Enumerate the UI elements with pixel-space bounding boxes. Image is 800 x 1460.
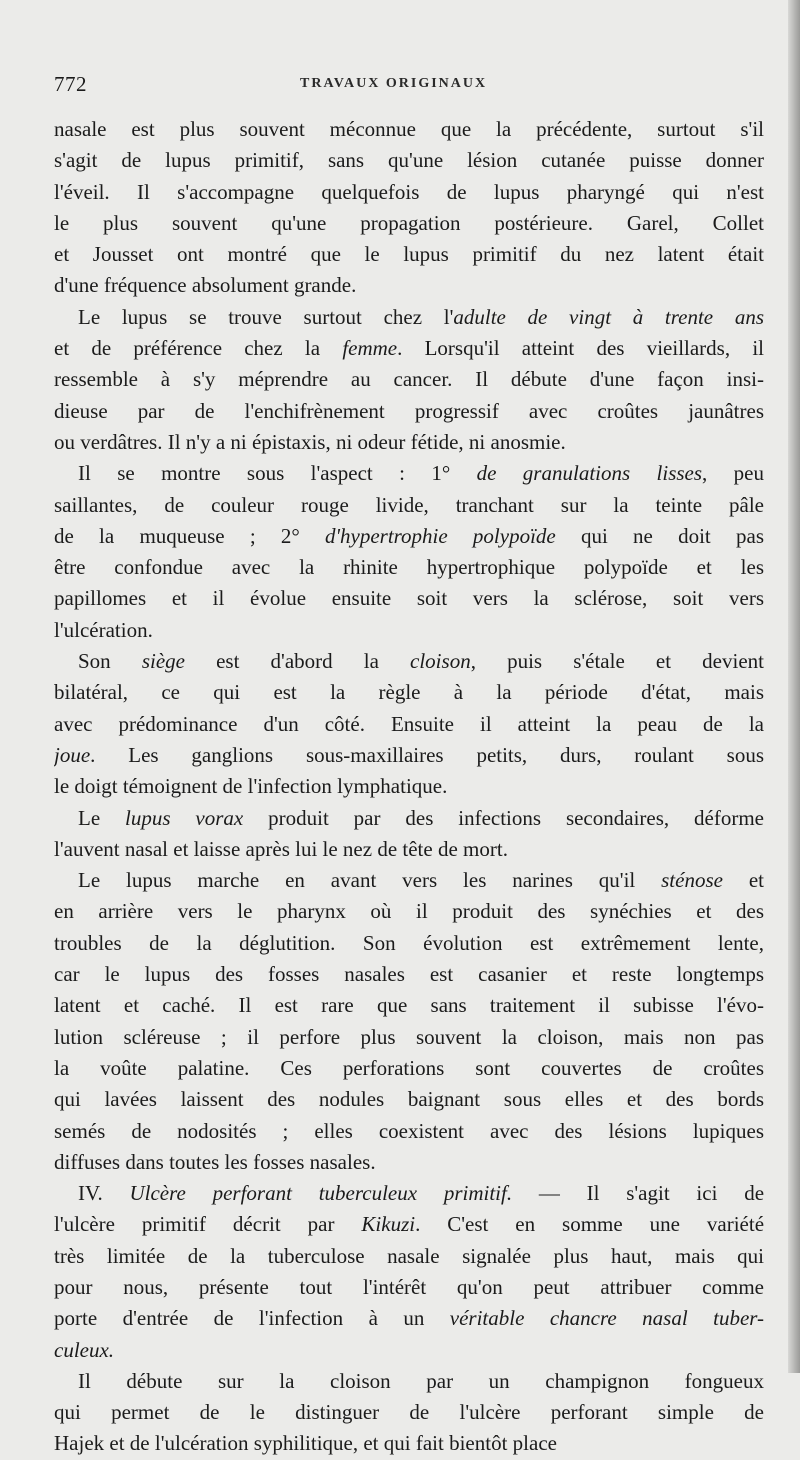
text-line [54, 771, 764, 802]
text-run: Le lupus se trouve surtout chez l' [78, 304, 454, 329]
text-run: d'une fréquence absolument grande. [54, 273, 357, 298]
text-run: très limitée de la tuberculose nasale signalée plus haut, mais qui [54, 1243, 764, 1268]
text-line [54, 177, 764, 208]
text-run: semés de nodosités ; elles coexistent avec des lésions lupiques [54, 1118, 764, 1143]
text-line [54, 1335, 764, 1366]
text-run: de la muqueuse ; 2° [54, 523, 326, 548]
text-line [54, 1272, 764, 1303]
text-line [54, 552, 764, 583]
text-line [54, 490, 764, 521]
text-run: , puis s'étale et devient [470, 649, 764, 674]
text-run: produit par des infections secondaires, déforme [243, 805, 764, 830]
italic-run: adulte de vingt à trente ans [453, 304, 764, 329]
text-run: — Il s'agit ici de [512, 1181, 764, 1206]
text-run: et [722, 868, 764, 893]
text-run: le plus souvent qu'une propagation postérieure. Garel, Collet [54, 210, 764, 235]
text-line [54, 1178, 764, 1209]
running-title: TRAVAUX ORIGINAUX [300, 76, 488, 91]
italic-run: Kikuzi [361, 1212, 416, 1237]
text-run: s'agit de lupus primitif, sans qu'une lésion cutanée puisse donner [54, 148, 764, 173]
text-run: saillantes, de couleur rouge livide, tranchant sur la teinte pâle [54, 492, 764, 517]
text-line [54, 709, 764, 740]
text-run: bilatéral, ce qui est la règle à la période d'état, mais [54, 680, 764, 705]
text-run: latent et caché. Il est rare que sans traitement il subisse l'évo- [54, 993, 764, 1018]
text-run: l'ulcère primitif décrit par [54, 1212, 362, 1237]
text-run: et de préférence chez la [54, 336, 343, 361]
text-line [54, 583, 764, 614]
text-run: papillomes et il évolue ensuite soit vers la sclérose, soit vers [54, 586, 764, 611]
italic-run: lupus vorax [125, 805, 244, 830]
page-number: 772 [54, 72, 87, 96]
text-run: l'ulcération. [54, 617, 153, 642]
italic-run: femme [342, 336, 398, 361]
text-line [54, 1366, 764, 1397]
text-line [54, 834, 764, 865]
text-line [54, 458, 764, 489]
text-run: Son [78, 649, 142, 674]
text-run: ou verdâtres. Il n'y a ni épistaxis, ni odeur fétide, ni anosmie. [54, 429, 566, 454]
text-run: Il débute sur la cloison par un champignon fongueux [78, 1368, 764, 1393]
text-run: Le lupus marche en avant vers les narines qu'il [78, 868, 662, 893]
text-line [54, 427, 764, 458]
text-run: nasale est plus souvent méconnue que la précédente, surtout s'il [54, 117, 764, 141]
text-line [54, 928, 764, 959]
text-run: avec prédominance d'un côté. Ensuite il atteint la peau de la [54, 711, 764, 736]
italic-run: d'hypertrophie polypoïde [325, 523, 556, 548]
text-run: Le [78, 805, 126, 830]
text-line [54, 239, 764, 270]
italic-run: de granulations lisses [476, 461, 703, 486]
text-run: en arrière vers le pharynx où il produit des synéchies et des [54, 899, 764, 924]
text-run: ressemble à s'y méprendre au cancer. Il débute d'une façon insi- [54, 367, 764, 392]
italic-run: siège [141, 649, 185, 674]
text-line [54, 615, 764, 646]
italic-run: cloison [410, 649, 471, 674]
text-run: Hajek et de l'ulcération syphilitique, et qui fait bientôt place [54, 1431, 557, 1456]
text-run: dieuse par de l'enchifrènement progressif avec croûtes jaunâtres [54, 398, 764, 423]
text-run: porte d'entrée de l'infection à un [54, 1306, 450, 1331]
text-run: et Jousset ont montré que le lupus primitif du nez latent était [54, 242, 764, 267]
italic-run: sténose [661, 868, 723, 893]
text-run: être confondue avec la rhinite hypertrophique polypoïde et les [54, 555, 764, 580]
italic-run: véritable chancre nasal tuber- [449, 1306, 764, 1331]
text-run: troubles de la déglutition. Son évolution est extrêmement lente, [54, 930, 764, 955]
text-line [54, 677, 764, 708]
text-line [54, 521, 764, 552]
text-line [54, 1147, 764, 1178]
text-line [54, 364, 764, 395]
text-run: est d'abord la [184, 649, 411, 674]
italic-run: culeux. [54, 1337, 115, 1362]
text-line [54, 1397, 764, 1428]
text-run: qui ne doit pas [555, 523, 764, 548]
body-text [54, 114, 764, 1460]
text-line [54, 270, 764, 301]
text-run: la voûte palatine. Ces perforations sont couvertes de croûtes [54, 1055, 764, 1080]
text-line [54, 302, 764, 333]
text-line [54, 1209, 764, 1240]
text-run: . Les ganglions sous-maxillaires petits, durs, roulant sous [90, 742, 764, 767]
text-run: . C'est en somme une variété [415, 1212, 764, 1237]
text-line [54, 740, 764, 771]
text-run: Il se montre sous l'aspect : 1° [78, 461, 477, 486]
text-line [54, 1428, 764, 1459]
text-line [54, 646, 764, 677]
text-line [54, 1022, 764, 1053]
text-line [54, 114, 764, 145]
text-line [54, 959, 764, 990]
text-run: . Lorsqu'il atteint des vieillards, il [397, 336, 764, 361]
text-line [54, 208, 764, 239]
text-line [54, 1241, 764, 1272]
text-line [54, 333, 764, 364]
text-run: lution scléreuse ; il perfore plus souvent la cloison, mais non pas [54, 1024, 764, 1049]
text-line [54, 1084, 764, 1115]
text-run: l'auvent nasal et laisse après lui le nez de tête de mort. [54, 836, 508, 861]
italic-run: Ulcère perforant tuberculeux primitif. [129, 1181, 513, 1206]
text-line [54, 896, 764, 927]
text-run: l'éveil. Il s'accompagne quelquefois de lupus pharyngé qui n'est [54, 179, 764, 204]
page-edge-shadow [788, 0, 800, 1373]
text-line [54, 803, 764, 834]
text-line [54, 1053, 764, 1084]
text-run: qui permet de le distinguer de l'ulcère perforant simple de [54, 1400, 764, 1425]
text-run: , peu [702, 461, 764, 486]
text-run: IV. [78, 1181, 130, 1206]
running-head [54, 72, 754, 102]
text-run: le doigt témoignent de l'infection lymphatique. [54, 774, 448, 799]
text-run: car le lupus des fosses nasales est casanier et reste longtemps [54, 962, 764, 987]
text-line [54, 1303, 764, 1334]
text-line [54, 865, 764, 896]
text-run: qui lavées laissent des nodules baignant sous elles et des bords [54, 1087, 764, 1112]
italic-run: joue [54, 742, 91, 767]
text-line [54, 396, 764, 427]
text-line [54, 1116, 764, 1147]
text-run: diffuses dans toutes les fosses nasales. [54, 1149, 376, 1174]
text-run: pour nous, présente tout l'intérêt qu'on peut attribuer comme [54, 1274, 764, 1299]
text-line [54, 990, 764, 1021]
text-line [54, 145, 764, 176]
